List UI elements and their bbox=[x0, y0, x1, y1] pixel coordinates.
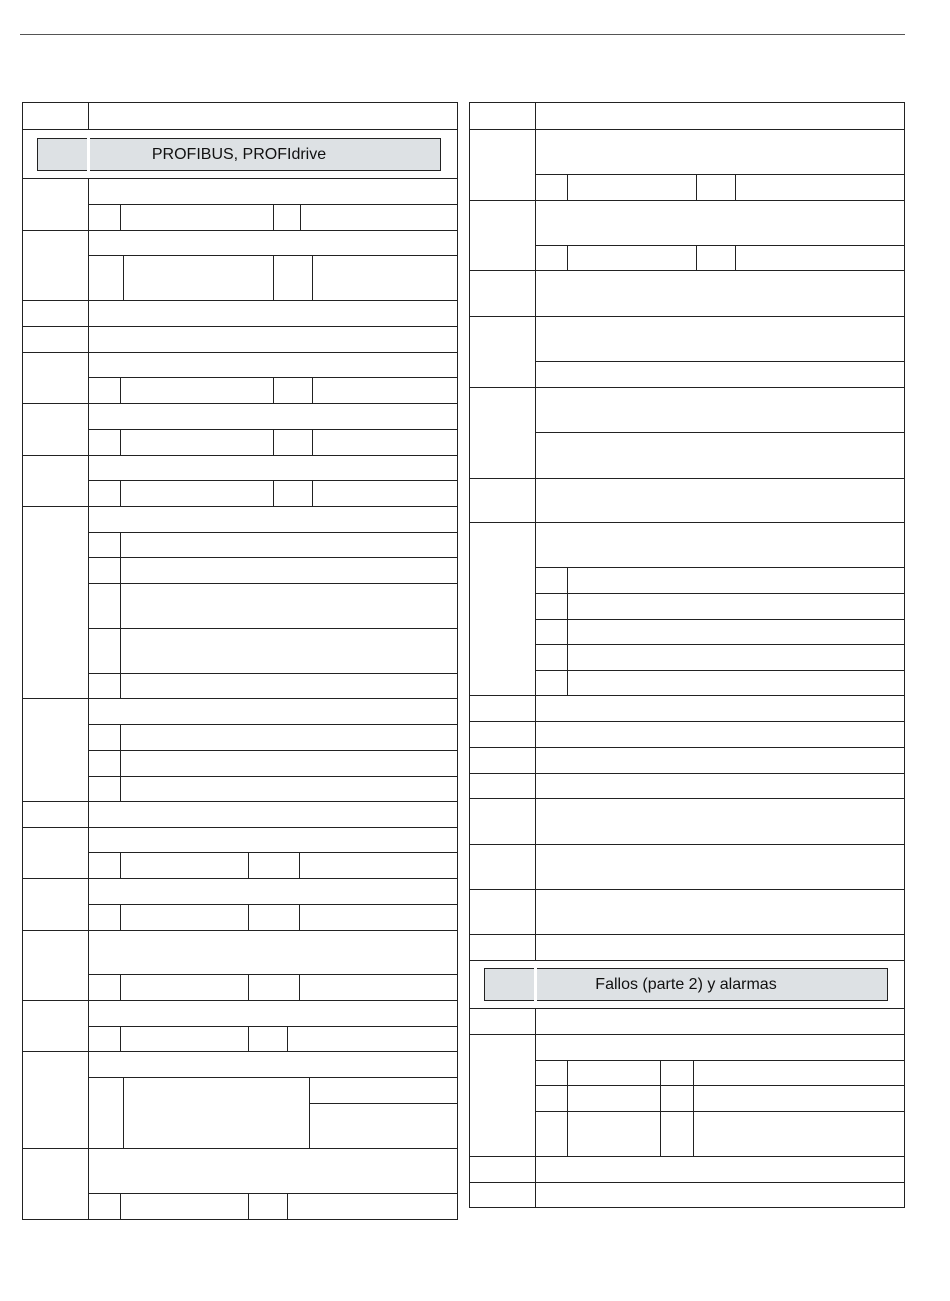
right-index-divider bbox=[535, 102, 536, 1207]
table-rule-vertical bbox=[273, 255, 274, 300]
table-rule-vertical bbox=[299, 904, 300, 930]
table-row-border bbox=[469, 129, 905, 130]
table-row-border bbox=[469, 1008, 905, 1009]
table-row-border bbox=[469, 747, 905, 748]
table-rule-vertical bbox=[273, 204, 274, 230]
table-subrow-border bbox=[535, 1085, 905, 1086]
table-row-border bbox=[22, 930, 458, 931]
table-row-border bbox=[22, 1000, 458, 1001]
table-rule-vertical bbox=[300, 204, 301, 230]
table-rule-vertical bbox=[120, 532, 121, 698]
table-rule-vertical bbox=[567, 567, 568, 695]
table-subrow-border bbox=[535, 593, 905, 594]
table-rule-vertical bbox=[735, 174, 736, 200]
table-row-border bbox=[22, 326, 458, 327]
table-row-border bbox=[22, 506, 458, 507]
table-row-border bbox=[22, 827, 458, 828]
title-row-gap bbox=[87, 130, 90, 178]
table-subrow-border bbox=[535, 1111, 905, 1112]
table-subrow-border bbox=[535, 670, 905, 671]
table-subrow-border bbox=[535, 432, 905, 433]
table-rule-vertical bbox=[273, 429, 274, 455]
table-rule-vertical bbox=[120, 974, 121, 1000]
table-subrow-border bbox=[88, 1077, 458, 1078]
table-subrow-border bbox=[88, 852, 458, 853]
table-row-border bbox=[469, 721, 905, 722]
table-rule-vertical bbox=[735, 245, 736, 270]
table-row-border bbox=[469, 1156, 905, 1157]
table-row-border bbox=[22, 230, 458, 231]
table-rule-vertical bbox=[287, 1193, 288, 1219]
table-subrow-border bbox=[535, 644, 905, 645]
table-rule-vertical bbox=[120, 1026, 121, 1051]
table-row-border bbox=[469, 1034, 905, 1035]
section-title-fallos-alarmas: Fallos (parte 2) y alarmas bbox=[484, 968, 888, 1001]
table-subrow-border bbox=[88, 557, 458, 558]
section-title-profibus: PROFIBUS, PROFIdrive bbox=[37, 138, 441, 171]
table-rule-vertical bbox=[120, 480, 121, 506]
table-rule-vertical bbox=[312, 377, 313, 403]
table-rule-vertical bbox=[312, 480, 313, 506]
table-subrow-border bbox=[535, 174, 905, 175]
table-subrow-border bbox=[88, 1026, 458, 1027]
table-subrow-border bbox=[88, 724, 458, 725]
table-rule-vertical bbox=[312, 255, 313, 300]
table-subrow-border bbox=[309, 1103, 458, 1104]
table-subrow-border bbox=[535, 361, 905, 362]
table-row-border bbox=[22, 300, 458, 301]
table-row-border bbox=[469, 889, 905, 890]
table-rule-vertical bbox=[309, 1077, 310, 1148]
table-rule-vertical bbox=[248, 904, 249, 930]
table-rule-vertical bbox=[273, 480, 274, 506]
table-subrow-border bbox=[535, 1060, 905, 1061]
table-row-border bbox=[469, 695, 905, 696]
table-rule-vertical bbox=[696, 174, 697, 200]
table-rule-vertical bbox=[567, 174, 568, 200]
table-rule-vertical bbox=[248, 1026, 249, 1051]
table-row-border bbox=[469, 316, 905, 317]
table-row-border bbox=[469, 387, 905, 388]
table-subrow-border bbox=[88, 776, 458, 777]
table-rule-vertical bbox=[696, 245, 697, 270]
table-rule-vertical bbox=[567, 245, 568, 270]
table-subrow-border bbox=[88, 1193, 458, 1194]
table-row-border bbox=[22, 455, 458, 456]
table-row-border bbox=[22, 1148, 458, 1149]
table-row-border bbox=[469, 270, 905, 271]
table-row-border bbox=[469, 522, 905, 523]
table-row-border bbox=[22, 403, 458, 404]
table-rule-vertical bbox=[248, 1193, 249, 1219]
table-row-border bbox=[22, 698, 458, 699]
table-rule-vertical bbox=[693, 1060, 694, 1156]
table-rule-vertical bbox=[120, 724, 121, 801]
table-row-border bbox=[469, 844, 905, 845]
table-row-border bbox=[469, 200, 905, 201]
table-rule-vertical bbox=[312, 429, 313, 455]
table-rule-vertical bbox=[123, 255, 124, 300]
table-rule-vertical bbox=[660, 1060, 661, 1156]
table-rule-vertical bbox=[248, 974, 249, 1000]
table-subrow-border bbox=[535, 567, 905, 568]
table-subrow-border bbox=[88, 628, 458, 629]
table-rule-vertical bbox=[120, 904, 121, 930]
title-row-gap bbox=[534, 961, 537, 1008]
table-rule-vertical bbox=[120, 1193, 121, 1219]
table-row-border bbox=[469, 1182, 905, 1183]
table-rule-vertical bbox=[287, 1026, 288, 1051]
table-subrow-border bbox=[88, 750, 458, 751]
table-rule-vertical bbox=[248, 852, 249, 878]
table-rule-vertical bbox=[299, 974, 300, 1000]
table-rule-vertical bbox=[273, 377, 274, 403]
table-rule-vertical bbox=[120, 204, 121, 230]
table-row-border bbox=[22, 1051, 458, 1052]
table-subrow-border bbox=[88, 904, 458, 905]
table-row-border bbox=[469, 773, 905, 774]
table-row-border bbox=[469, 798, 905, 799]
table-row-border bbox=[22, 878, 458, 879]
table-row-border bbox=[22, 178, 458, 179]
table-rule-vertical bbox=[567, 1060, 568, 1156]
page-top-rule bbox=[20, 34, 905, 35]
table-subrow-border bbox=[535, 619, 905, 620]
table-row-border bbox=[469, 478, 905, 479]
table-row-border bbox=[22, 352, 458, 353]
table-rule-vertical bbox=[120, 377, 121, 403]
table-row-border bbox=[22, 801, 458, 802]
table-row-border bbox=[469, 934, 905, 935]
table-rule-vertical bbox=[123, 1077, 124, 1148]
table-subrow-border bbox=[88, 974, 458, 975]
table-subrow-border bbox=[88, 583, 458, 584]
table-subrow-border bbox=[88, 532, 458, 533]
table-rule-vertical bbox=[120, 429, 121, 455]
table-rule-vertical bbox=[120, 852, 121, 878]
table-rule-vertical bbox=[299, 852, 300, 878]
table-subrow-border bbox=[88, 673, 458, 674]
table-subrow-border bbox=[535, 245, 905, 246]
